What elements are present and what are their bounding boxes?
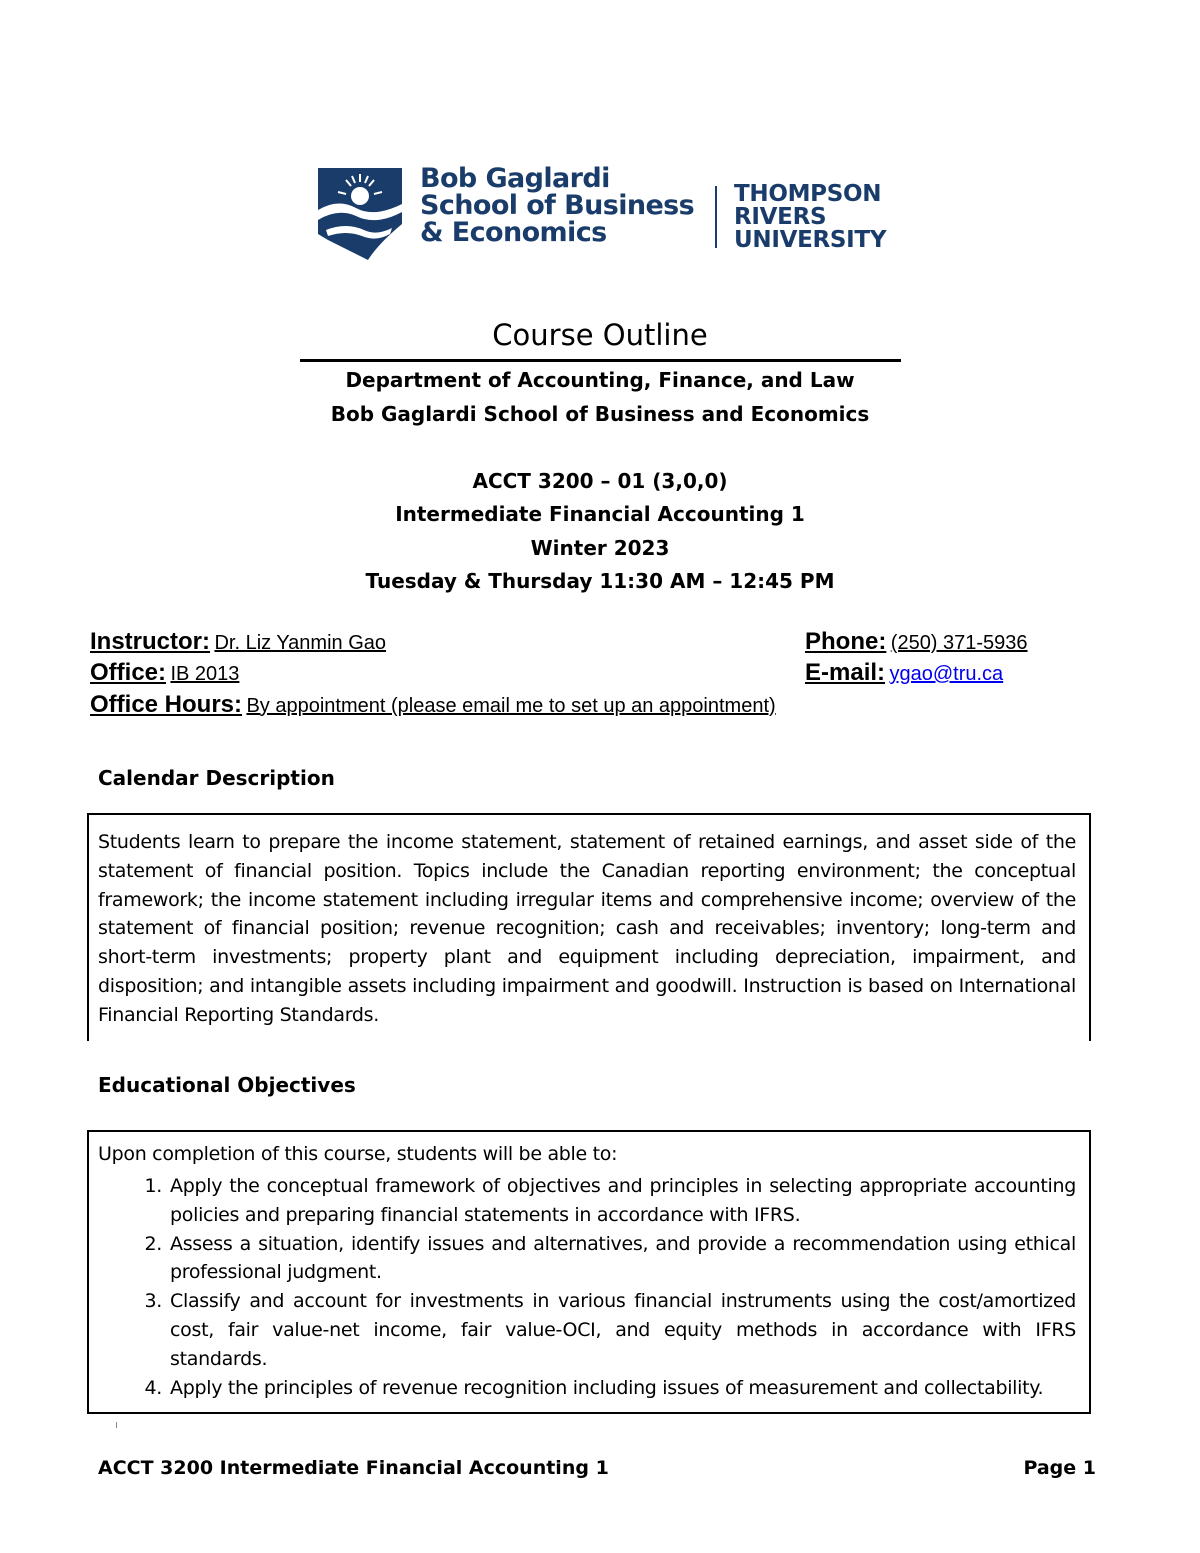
university-logo-text	[734, 183, 886, 252]
university-logo-line: THOMPSON	[734, 181, 882, 207]
list-item	[98, 1230, 1076, 1288]
title-underline	[300, 359, 901, 362]
university-emblem-logo	[316, 164, 404, 262]
course-term: Winter 2023	[530, 536, 670, 560]
instructor-line	[90, 628, 386, 656]
office-room: IB 2013	[170, 663, 240, 685]
phone-line	[805, 628, 1028, 656]
footer-course-title: ACCT 3200 Intermediate Financial Accounting 1	[98, 1457, 609, 1479]
department-name: Department of Accounting, Finance, and Law	[345, 368, 855, 392]
course-schedule: Tuesday & Thursday 11:30 AM – 12:45 PM	[365, 569, 835, 593]
list-item-text: Apply the principles of revenue recognition including issues of measurement and collectability.	[170, 1376, 1044, 1399]
office-line	[90, 659, 239, 687]
list-item	[98, 1374, 1076, 1403]
email-label: E-mail:	[805, 659, 886, 686]
list-item	[98, 1287, 1076, 1373]
university-logo-line: UNIVERSITY	[734, 227, 887, 253]
list-item-number: 1.	[144, 1175, 162, 1197]
list-item-text: Assess a situation, identify issues and alternatives, and provide a recommendation using ethical professional judgment.	[170, 1232, 1076, 1284]
course-name: Intermediate Financial Accounting 1	[395, 502, 805, 526]
list-item	[98, 1172, 1076, 1230]
educational-objectives-heading: Educational Objectives	[98, 1073, 356, 1097]
calendar-description-heading: Calendar Description	[98, 766, 335, 790]
page-title: Course Outline	[492, 318, 708, 352]
email-link[interactable]: ygao@tru.ca	[889, 663, 1004, 685]
university-logo-line: RIVERS	[734, 204, 827, 230]
school-logo-text	[420, 165, 694, 246]
objectives-intro: Upon completion of this course, students will be able to:	[98, 1143, 618, 1165]
list-item-number: 4.	[144, 1376, 162, 1399]
objectives-list	[98, 1172, 1076, 1402]
office-hours-line	[90, 691, 776, 719]
list-item-number: 2.	[144, 1232, 162, 1255]
office-hours-value: By appointment (please email me to set up an appointment)	[246, 695, 776, 717]
list-item-text: Classify and account for investments in various financial instruments using the cost/amortized cost, fair value-net income, fair value-OCI, and equity methods in accordance with IFRS standards.	[170, 1290, 1076, 1370]
office-hours-label: Office Hours:	[90, 691, 243, 718]
page-mark	[116, 1422, 117, 1428]
instructor-name: Dr. Liz Yanmin Gao	[214, 632, 387, 654]
school-logo-line: & Economics	[420, 217, 607, 248]
logo-divider	[715, 186, 717, 248]
course-code: ACCT 3200 – 01 (3,0,0)	[472, 469, 728, 493]
footer-page-number: Page 1	[1023, 1457, 1096, 1479]
list-item-text: Apply the conceptual framework of objectives and principles in selecting appropriate accounting policies and preparing financial statements in accordance with IFRS.	[170, 1175, 1076, 1226]
email-line	[805, 659, 1003, 687]
instructor-label: Instructor:	[90, 628, 210, 655]
list-item-number: 3.	[144, 1290, 162, 1313]
school-name: Bob Gaglardi School of Business and Economics	[330, 402, 870, 426]
school-logo-line: School of Business	[420, 190, 695, 221]
phone-number: (250) 371-5936	[890, 632, 1028, 654]
office-label: Office:	[90, 659, 167, 686]
calendar-description-text: Students learn to prepare the income statement, statement of retained earnings, and asset side of the statement of financial position. Topics include the Canadian reporting environment; the conceptual framework; the income statement including irregular items and comprehensive income; overview of the statement of financial position; revenue recognition; cash and receivables; inventory; long-term and short-term investments; property plant and equipment including depreciation, impairment, and disposition; and intangible assets including impairment and goodwill. Instruction is based on International Financial Reporting Standards.	[98, 831, 1076, 1026]
school-logo-line: Bob Gaglardi	[420, 163, 610, 194]
phone-label: Phone:	[805, 628, 887, 655]
